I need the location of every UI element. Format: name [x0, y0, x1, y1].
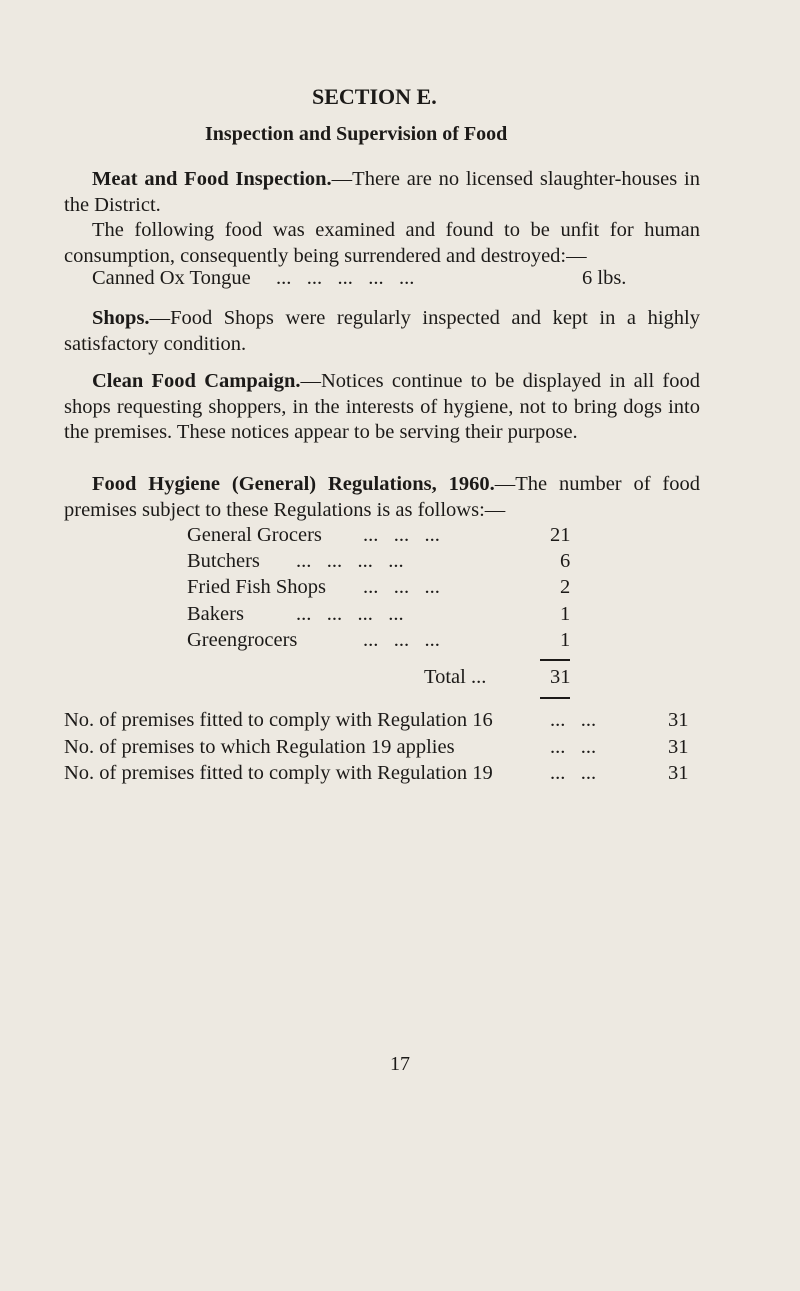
paragraph-shops [64, 306, 700, 357]
regulation-row-dots: ... ... [550, 709, 597, 731]
regulation-row-value: 31 [668, 709, 689, 731]
regulation-row-value: 31 [668, 762, 689, 784]
section-title: SECTION E. [312, 84, 437, 109]
paragraph-text: —Notices continue to be displayed in all food shops requesting shoppers, in the interests of hygiene, not to bring dogs into the premises. These notices appear to be serving their purpose. [64, 370, 700, 443]
regulation-row-label: No. of premises fitted to comply with Regulation 19 [64, 762, 493, 784]
regulation-row-label: No. of premises fitted to comply with Regulation 16 [64, 709, 493, 731]
premises-row-value: 6 [560, 550, 571, 572]
premises-row-value: 1 [560, 629, 571, 651]
premises-row-label: Greengrocers [187, 629, 298, 651]
premises-row-label: Fried Fish Shops [187, 576, 326, 598]
paragraph-food-hygiene [64, 472, 700, 523]
total-label: Total ... [424, 666, 487, 688]
unfit-item-value: 6 lbs. [582, 267, 627, 289]
paragraph-lead: Shops. [92, 307, 150, 329]
regulation-row-value: 31 [668, 736, 689, 758]
premises-row-value: 1 [560, 603, 571, 625]
premises-row-value: 2 [560, 576, 571, 598]
regulation-row-dots: ... ... [550, 736, 597, 758]
paragraph-clean-food [64, 369, 700, 446]
paragraph-unfit-food [64, 218, 700, 269]
paragraph-lead: Meat and Food Inspection. [92, 168, 332, 190]
unfit-item-label: Canned Ox Tongue [92, 267, 251, 289]
paragraph-lead: Food Hygiene (General) Regulations, 1960. [92, 473, 495, 495]
total-value: 31 [550, 666, 571, 688]
premises-row-label: General Grocers [187, 524, 322, 546]
premises-row-dots: ... ... ... [363, 524, 440, 546]
paragraph-meat-inspection [64, 167, 700, 218]
premises-row-value: 21 [550, 524, 571, 546]
paragraph-text: —There are no licensed slaughter-houses in the District. [64, 168, 700, 216]
paragraph-text: The following food was examined and found to be unfit for human consumption, consequently being surrendered and destroyed:— [64, 219, 700, 267]
paragraph-text: —Food Shops were regularly inspected and kept in a highly satisfactory condition. [64, 307, 700, 355]
premises-row-label: Butchers [187, 550, 260, 572]
page-number: 17 [390, 1053, 410, 1075]
regulation-row-label: No. of premises to which Regulation 19 applies [64, 736, 455, 758]
unfit-item-dots: ... ... ... ... ... [276, 267, 415, 289]
section-subtitle: Inspection and Supervision of Food [205, 123, 508, 145]
regulation-row-dots: ... ... [550, 762, 597, 784]
premises-row-label: Bakers [187, 603, 244, 625]
premises-row-dots: ... ... ... [363, 576, 440, 598]
total-rule-bottom [540, 697, 570, 699]
paragraph-text: —The number of food premises subject to these Regulations is as follows:— [64, 473, 700, 521]
paragraph-lead: Clean Food Campaign. [92, 370, 301, 392]
premises-row-dots: ... ... ... [363, 629, 440, 651]
premises-row-dots: ... ... ... ... [296, 603, 404, 625]
total-rule-top [540, 659, 570, 661]
premises-row-dots: ... ... ... ... [296, 550, 404, 572]
